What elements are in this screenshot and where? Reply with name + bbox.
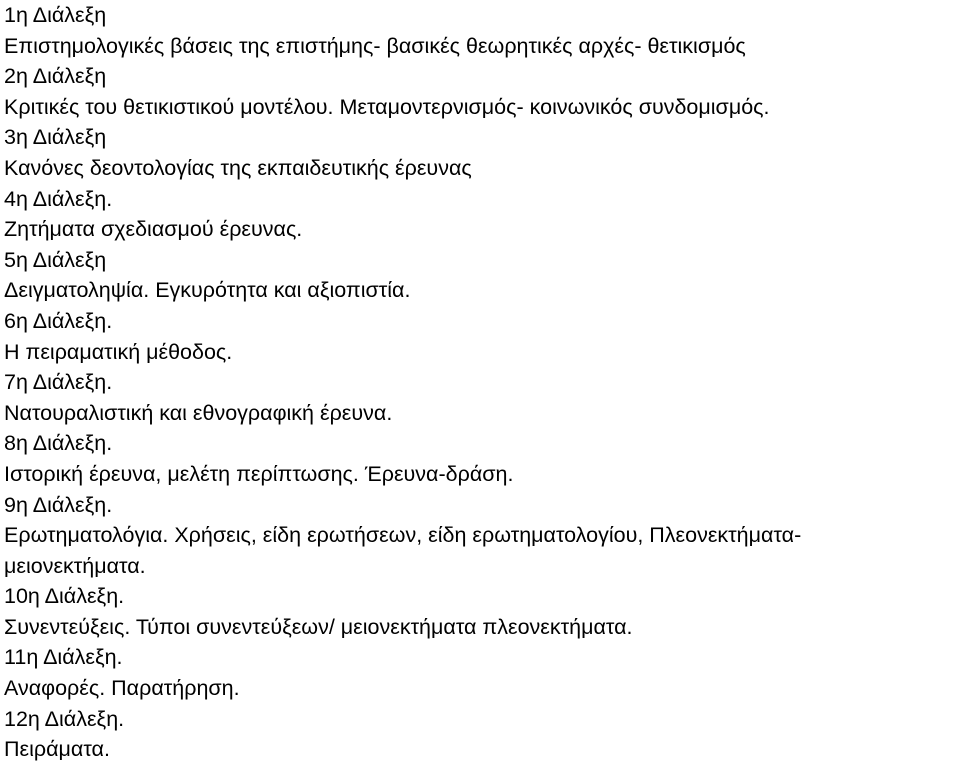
lecture-9-heading: 9η Διάλεξη. xyxy=(4,492,113,517)
lecture-10-heading: 10η Διάλεξη. xyxy=(4,584,125,609)
lecture-9-topic-line1: Ερωτηματολόγια. Χρήσεις, είδη ερωτήσεων, είδη ερωτηματολογίου, Πλεονεκτήματα- xyxy=(4,523,802,548)
lecture-8-topic: Ιστορική έρευνα, μελέτη περίπτωσης. Έρευνα-δράση. xyxy=(4,461,514,486)
lecture-10-topic: Συνεντεύξεις. Τύποι συνεντεύξεων/ μειονεκτήματα πλεονεκτήματα. xyxy=(4,614,633,639)
lecture-8-heading: 8η Διάλεξη. xyxy=(4,431,113,456)
lecture-list xyxy=(4,0,958,765)
lecture-6-topic: Η πειραματική μέθοδος. xyxy=(4,339,233,364)
lecture-11-topic: Αναφορές. Παρατήρηση. xyxy=(4,676,240,701)
lecture-5-topic: Δειγματοληψία. Εγκυρότητα και αξιοπιστία. xyxy=(4,278,411,303)
lecture-1-heading: 1η Διάλεξη xyxy=(4,3,107,27)
lecture-12-heading: 12η Διάλεξη. xyxy=(4,706,125,731)
lecture-4-topic: Ζητήματα σχεδιασμού έρευνας. xyxy=(4,217,303,242)
lecture-1-topic: Επιστημολογικές βάσεις της επιστήμης- βασικές θεωρητικές αρχές- θετικισμός xyxy=(4,33,746,58)
lecture-2-topic: Κριτικές του θετικιστικού μοντέλου. Μεταμοντερνισμός- κοινωνικός συνδομισμός. xyxy=(4,94,770,119)
lecture-4-heading: 4η Διάλεξη. xyxy=(4,186,113,211)
lecture-7-heading: 7η Διάλεξη. xyxy=(4,370,113,395)
lecture-6-heading: 6η Διάλεξη. xyxy=(4,308,113,333)
lecture-9-topic-line2: μειονεκτήματα. xyxy=(4,553,146,578)
lecture-7-topic: Νατουραλιστική και εθνογραφική έρευνα. xyxy=(4,400,393,425)
lecture-12-topic: Πειράματα. xyxy=(4,737,110,762)
lecture-3-heading: 3η Διάλεξη xyxy=(4,125,107,150)
lecture-2-heading: 2η Διάλεξη xyxy=(4,64,107,89)
lecture-3-topic: Κανόνες δεοντολογίας της εκπαιδευτικής έρευνας xyxy=(4,155,472,180)
lecture-11-heading: 11η Διάλεξη. xyxy=(4,645,123,670)
lecture-5-heading: 5η Διάλεξη xyxy=(4,247,107,272)
